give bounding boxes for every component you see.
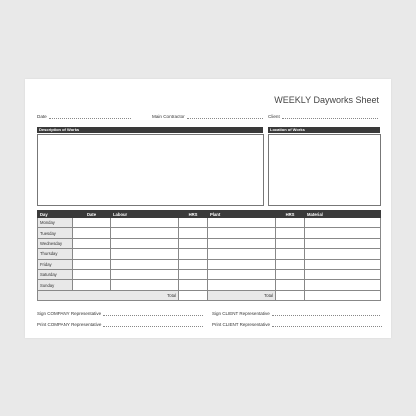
table-row (38, 259, 381, 269)
col-labour: Labour (111, 211, 179, 218)
plant-cell[interactable] (208, 218, 276, 228)
client-line (282, 113, 378, 119)
table-row (38, 280, 381, 290)
material-cell[interactable] (305, 228, 381, 238)
dayworks-sheet (25, 79, 391, 338)
print-client-field[interactable] (212, 321, 382, 327)
date-cell[interactable] (73, 228, 111, 238)
material-cell[interactable] (305, 269, 381, 279)
date-label: Date (37, 114, 47, 119)
hrs-cell[interactable] (179, 238, 208, 248)
sign-client-label: Sign CLIENT Representative (212, 311, 270, 316)
hrs-cell[interactable] (276, 269, 305, 279)
day-cell: Thursday (38, 249, 73, 259)
description-header: Description of Works (37, 127, 263, 133)
plant-cell[interactable] (208, 269, 276, 279)
date-cell[interactable] (73, 259, 111, 269)
hrs-cell[interactable] (276, 280, 305, 290)
print-company-line (103, 321, 203, 327)
contractor-field[interactable] (152, 113, 263, 119)
day-cell: Monday (38, 218, 73, 228)
day-cell: Tuesday (38, 228, 73, 238)
labour-total-cell[interactable] (179, 290, 208, 300)
date-cell[interactable] (73, 218, 111, 228)
plant-cell[interactable] (208, 259, 276, 269)
print-company-field[interactable] (37, 321, 203, 327)
hrs-cell[interactable] (179, 249, 208, 259)
plant-total-cell[interactable] (276, 290, 305, 300)
table-row (38, 228, 381, 238)
plant-cell[interactable] (208, 280, 276, 290)
print-company-label: Print COMPANY Representative (37, 322, 102, 327)
hrs-cell[interactable] (179, 228, 208, 238)
plant-cell[interactable] (208, 228, 276, 238)
material-cell[interactable] (305, 249, 381, 259)
print-client-label: Print CLIENT Representative (212, 322, 270, 327)
contractor-line (187, 113, 263, 119)
plant-total-label: Total (208, 290, 276, 300)
labour-total-label: Total (38, 290, 179, 300)
col-labour-hrs: HRS (179, 211, 208, 218)
contractor-label: Main Contractor (152, 114, 185, 119)
print-client-line (272, 321, 382, 327)
day-cell: Saturday (38, 269, 73, 279)
table-row (38, 249, 381, 259)
sign-company-label: Sign COMPANY Representative (37, 311, 102, 316)
sign-company-field[interactable] (37, 310, 203, 316)
material-cell[interactable] (305, 259, 381, 269)
hrs-cell[interactable] (179, 269, 208, 279)
hrs-cell[interactable] (179, 280, 208, 290)
table-row (38, 218, 381, 228)
labour-cell[interactable] (111, 259, 179, 269)
col-day: Day (38, 211, 73, 218)
total-row (38, 290, 381, 300)
plant-cell[interactable] (208, 249, 276, 259)
hrs-cell[interactable] (276, 228, 305, 238)
day-cell: Friday (38, 259, 73, 269)
labour-cell[interactable] (111, 280, 179, 290)
date-cell[interactable] (73, 280, 111, 290)
date-cell[interactable] (73, 269, 111, 279)
labour-cell[interactable] (111, 218, 179, 228)
hrs-cell[interactable] (179, 218, 208, 228)
location-header: Location of Works (268, 127, 380, 133)
col-material: Material (305, 211, 381, 218)
sign-client-line (272, 310, 380, 316)
material-cell[interactable] (305, 280, 381, 290)
table-row (38, 269, 381, 279)
date-cell[interactable] (73, 238, 111, 248)
hrs-cell[interactable] (276, 238, 305, 248)
sign-client-field[interactable] (212, 310, 380, 316)
col-plant: Plant (208, 211, 276, 218)
table-row (38, 238, 381, 248)
sign-company-line (103, 310, 203, 316)
labour-cell[interactable] (111, 269, 179, 279)
material-total-cell[interactable] (305, 290, 381, 300)
meta-row (37, 113, 380, 123)
hrs-cell[interactable] (276, 218, 305, 228)
hrs-cell[interactable] (276, 259, 305, 269)
hrs-cell[interactable] (276, 249, 305, 259)
dayworks-table (37, 210, 381, 301)
location-box[interactable] (268, 134, 381, 206)
labour-cell[interactable] (111, 238, 179, 248)
table-header-row (38, 211, 381, 218)
date-field[interactable] (37, 113, 131, 119)
client-field[interactable] (268, 113, 378, 119)
col-date: Date (73, 211, 111, 218)
material-cell[interactable] (305, 238, 381, 248)
material-cell[interactable] (305, 218, 381, 228)
day-cell: Wednesday (38, 238, 73, 248)
plant-cell[interactable] (208, 238, 276, 248)
labour-cell[interactable] (111, 249, 179, 259)
date-cell[interactable] (73, 249, 111, 259)
description-box[interactable] (37, 134, 264, 206)
sheet-title: WEEKLY Dayworks Sheet (274, 95, 379, 105)
day-cell: Sunday (38, 280, 73, 290)
col-plant-hrs: HRS (276, 211, 305, 218)
labour-cell[interactable] (111, 228, 179, 238)
client-label: Client (268, 114, 280, 119)
hrs-cell[interactable] (179, 259, 208, 269)
date-line (49, 113, 131, 119)
